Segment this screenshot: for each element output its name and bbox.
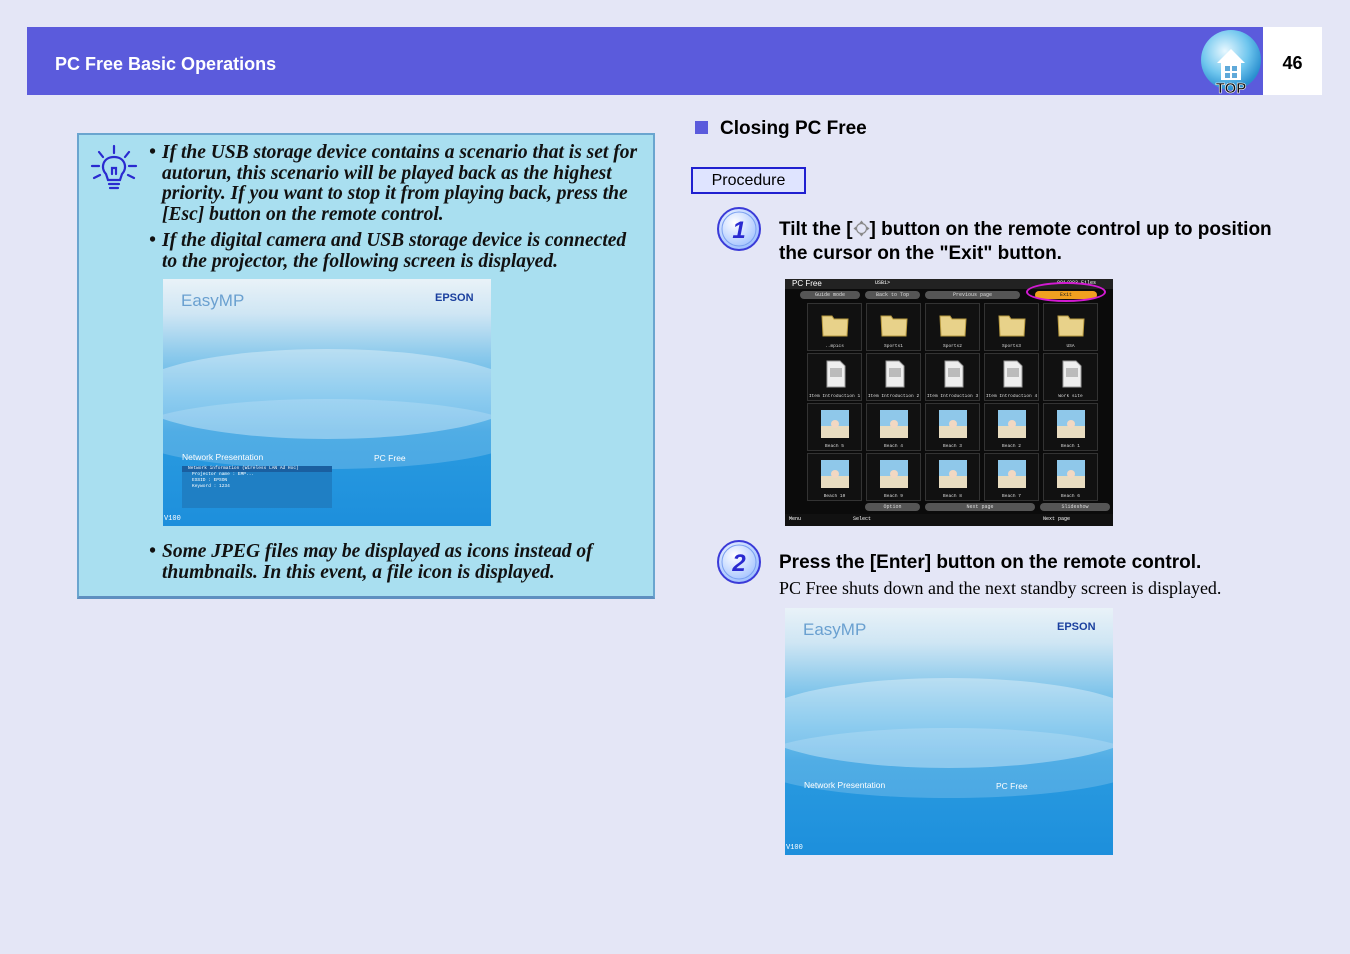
network-info-panel: Network information (Wireless LAN Ad Hoc) Projector name : EMP... ESSID : EPSON Keyword : 1234	[182, 466, 332, 508]
file-grid-item[interactable]	[984, 403, 1039, 451]
photo-thumbnail-icon	[997, 408, 1027, 440]
joystick-button-icon	[853, 220, 870, 237]
page-header-title: PC Free Basic Operations	[55, 54, 277, 74]
easymp-network-screen	[163, 279, 491, 526]
file-grid-item[interactable]	[984, 353, 1039, 401]
photo-thumbnail-icon	[938, 458, 968, 490]
file-grid-caption: Beach 10	[823, 494, 846, 499]
back-to-top-button[interactable]: Back to Top	[865, 291, 920, 299]
file-grid-caption: ..mpics	[825, 344, 844, 349]
tip-item-camera-usb: • If the digital camera and USB storage device is connected to the projector, the following screen is displayed.	[149, 230, 627, 272]
step-2-description: PC Free shuts down and the next standby screen is displayed.	[779, 578, 1222, 598]
svg-text:1: 1	[732, 217, 746, 244]
file-grid-item[interactable]	[925, 353, 980, 401]
footer-next-page: Next page	[1043, 516, 1071, 522]
easymp-logo: EasyMP	[803, 620, 867, 639]
file-grid-caption: Sports1	[884, 344, 903, 349]
folder-icon	[938, 308, 968, 340]
photo-thumbnail-icon	[879, 458, 909, 490]
file-icon	[1056, 358, 1086, 390]
photo-thumbnail-icon	[997, 458, 1027, 490]
file-grid-item[interactable]	[1043, 453, 1098, 501]
file-grid-caption: Item Introduction 4	[985, 394, 1038, 399]
tip-item-autorun: • If the USB storage device contains a scenario that is set for autorun, this scenario will be played back as the highest priority. If you want to stop it from playing back, press the [Esc] button on the remote control.	[149, 142, 638, 225]
step-1-text: Tilt the [ ] button on the remote control up to position the cursor on the "Exit" button.	[779, 219, 1272, 264]
file-grid-caption: Beach 3	[943, 444, 962, 449]
page-number: 46	[1282, 53, 1303, 73]
file-grid-caption: Item Introduction 2	[867, 394, 920, 399]
file-grid-caption: Item Introduction 1	[808, 394, 861, 399]
version-label: V100	[164, 515, 181, 523]
folder-icon	[997, 308, 1027, 340]
step-1-number	[717, 207, 761, 251]
file-grid-item[interactable]	[1043, 303, 1098, 351]
file-grid-caption: Beach 9	[884, 494, 903, 499]
file-grid-item[interactable]	[807, 453, 862, 501]
pc-free-label: PC Free	[374, 453, 406, 463]
network-presentation-label: Network Presentation	[804, 780, 886, 790]
file-grid-caption: Beach 5	[825, 444, 844, 449]
file-icon	[938, 358, 968, 390]
file-grid-item[interactable]	[1043, 353, 1098, 401]
svg-text:2: 2	[732, 550, 746, 577]
file-grid-caption: Beach 2	[1002, 444, 1021, 449]
guide-mode-button[interactable]: Guide mode	[800, 291, 860, 299]
file-grid-item[interactable]	[866, 453, 921, 501]
file-grid-caption: Beach 4	[884, 444, 903, 449]
photo-thumbnail-icon	[820, 458, 850, 490]
svg-text:TOP: TOP	[1215, 80, 1247, 95]
pcfree-path: USB1>	[875, 280, 891, 286]
file-grid-caption: Beach 7	[1002, 494, 1021, 499]
network-presentation-label: Network Presentation	[182, 452, 264, 462]
file-icon	[820, 358, 850, 390]
step-2-number	[717, 540, 761, 584]
slideshow-button[interactable]: Slideshow	[1040, 503, 1110, 511]
pcfree-file-count: 001/083 Files	[1057, 280, 1097, 286]
file-grid-caption: Work site	[1058, 394, 1083, 399]
exit-button[interactable]: Exit	[1035, 291, 1097, 299]
photo-thumbnail-icon	[1056, 458, 1086, 490]
photo-thumbnail-icon	[879, 408, 909, 440]
easymp-standby-screen	[785, 608, 1113, 855]
file-grid-caption: Sports2	[943, 344, 962, 349]
file-grid-caption: Beach 1	[1061, 444, 1080, 449]
easymp-logo: EasyMP	[181, 291, 245, 310]
folder-icon	[1056, 308, 1086, 340]
file-grid-item[interactable]	[984, 453, 1039, 501]
procedure-label: Procedure	[691, 167, 806, 194]
file-grid-caption: Beach 6	[1061, 494, 1080, 499]
file-grid-item[interactable]	[807, 303, 862, 351]
pc-free-label: PC Free	[996, 781, 1028, 791]
tip-item-jpeg: • Some JPEG files may be displayed as icons instead of thumbnails. In this event, a file icon is displayed.	[149, 541, 593, 583]
epson-logo: EPSON	[1057, 621, 1096, 633]
pcfree-file-list-screen	[785, 279, 1113, 526]
file-grid-caption: Sports3	[1002, 344, 1021, 349]
file-grid-item[interactable]	[866, 303, 921, 351]
exit-highlight-ring	[1026, 282, 1106, 302]
hint-lightbulb-icon	[90, 144, 138, 194]
file-grid-item[interactable]	[925, 403, 980, 451]
section-title: Closing PC Free	[720, 118, 867, 139]
file-grid-item[interactable]	[984, 303, 1039, 351]
section-bullet	[695, 121, 708, 134]
file-grid-item[interactable]	[866, 403, 921, 451]
photo-thumbnail-icon	[1056, 408, 1086, 440]
file-grid-item[interactable]	[807, 353, 862, 401]
file-grid-item[interactable]	[866, 353, 921, 401]
file-grid-item[interactable]	[807, 403, 862, 451]
photo-thumbnail-icon	[820, 408, 850, 440]
top-button[interactable]	[1200, 27, 1262, 95]
file-icon	[879, 358, 909, 390]
file-grid-caption: Beach 8	[943, 494, 962, 499]
previous-page-button[interactable]: Previous page	[925, 291, 1020, 299]
pcfree-title: PC Free	[792, 279, 822, 288]
folder-icon	[820, 308, 850, 340]
footer-select: Select	[853, 516, 872, 522]
folder-icon	[879, 308, 909, 340]
file-grid-caption: USA	[1066, 344, 1075, 349]
version-label: V100	[786, 844, 803, 852]
file-grid-item[interactable]	[925, 453, 980, 501]
photo-thumbnail-icon	[938, 408, 968, 440]
top-house-icon	[1200, 27, 1262, 95]
option-button[interactable]: Option	[865, 503, 920, 511]
file-icon	[997, 358, 1027, 390]
footer-menu: Menu	[789, 516, 802, 522]
epson-logo: EPSON	[435, 292, 474, 304]
file-grid-item[interactable]	[925, 303, 980, 351]
file-grid-caption: Item Introduction 3	[926, 394, 979, 399]
next-page-button[interactable]: Next page	[925, 503, 1035, 511]
file-grid-item[interactable]	[1043, 403, 1098, 451]
step-2-text: Press the [Enter] button on the remote control.	[779, 552, 1202, 573]
